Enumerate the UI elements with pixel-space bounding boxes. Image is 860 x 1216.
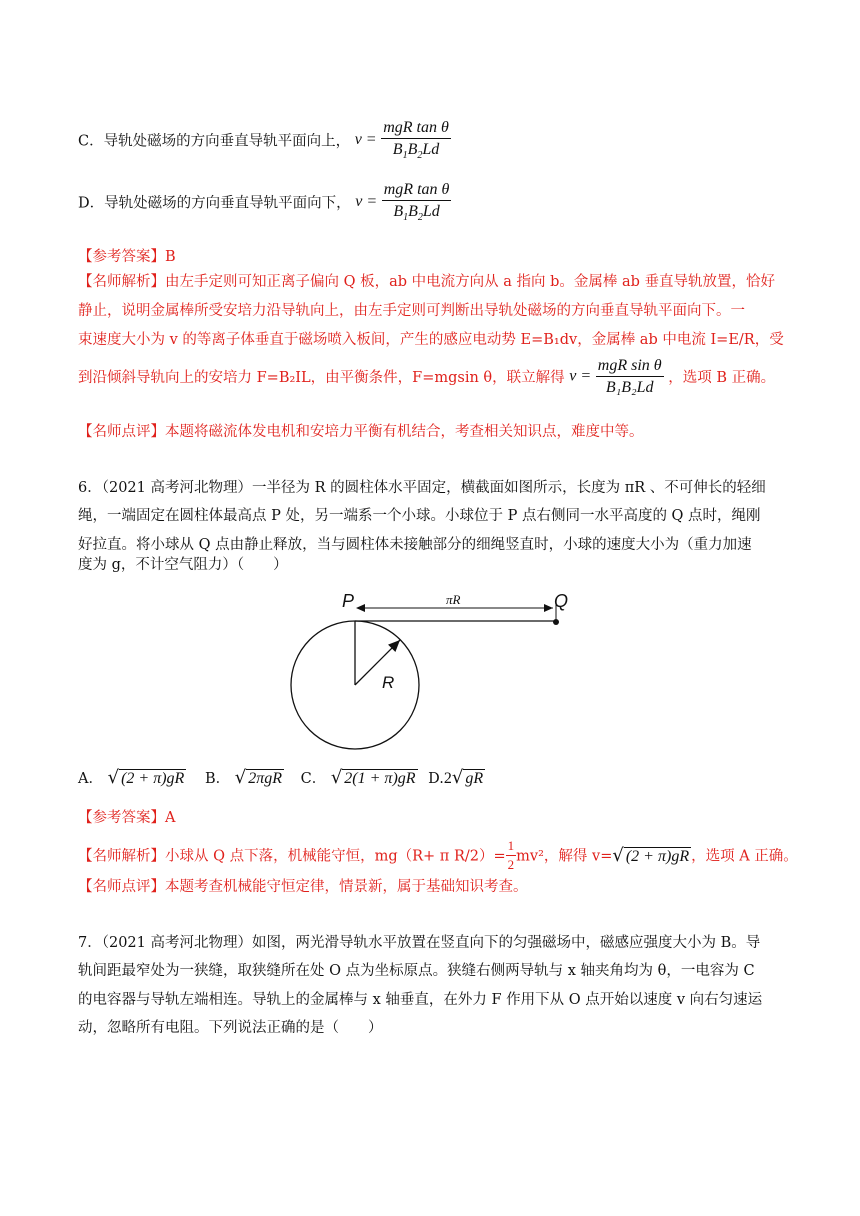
option-c-fraction (381, 118, 451, 162)
q6-analysis: 【名师解析】小球从 Q 点下落，机械能守恒，mg（R+ π R/2）= $\frac{1}{2}$ mv²，解得 v=√ (2 + π)gR ，选项 A 正确。 (78, 838, 798, 872)
label-p: P (342, 591, 355, 611)
option-d-denominator: $B_1B_2Ld$ (393, 203, 440, 224)
q6-option-b-expr: 2πgR (248, 770, 282, 787)
q7-stem-line-3: 的电容器与导轨左端相连。导轨上的金属棒与 x 轴垂直，在外力 F 作用下从 O 点开始以速度 v 向右匀速运 (78, 992, 763, 1008)
q5-analysis-line-1: 【名师解析】由左手定则可知正离子偏向 Q 板，ab 中电流方向从 a 指向 b。金属棒 ab 垂直导轨放置，恰好 (78, 274, 776, 290)
q7-stem-line-2: 轨间距最窄处为一狭缝，取狭缝所在处 O 点为坐标原点。狭缝右侧两导轨与 x 轴夹角均为 θ，一电容为 C (78, 963, 755, 979)
label-r: R (382, 673, 395, 692)
option-d-numerator: mgR tan θ (382, 180, 452, 201)
q5-analysis-line-2: 静止，说明金属棒所受安培力沿导轨向上，由左手定则可判断出导轨处磁场的方向垂直导轨平面向下。一 (78, 303, 745, 319)
q5-analysis-line-4 (78, 356, 775, 397)
q6-options (78, 767, 485, 788)
q6-option-d-expr: gR (465, 770, 484, 787)
option-c-label: C．导轨处磁场的方向垂直导轨平面向上， (78, 133, 351, 150)
q6-option-c: C． √ 2(1 + π)gR (300, 767, 416, 788)
q6-analysis-expr: (2 + π)gR (625, 847, 690, 865)
q5-result-numerator: mgR sin θ (596, 356, 664, 377)
q5-analysis-line-3: 束速度大小为 v 的等离子体垂直于磁场喷入板间，产生的感应电动势 E=B₁dv，金属棒 ab 中电流 I=E/R，受 (78, 332, 784, 348)
option-d-label: D．导轨处磁场的方向垂直导轨平面向下， (78, 195, 351, 212)
q5-result-denominator: B₁B₂Ld (605, 379, 654, 397)
q5-result-fraction (596, 356, 664, 397)
option-d-lhs: v = (355, 193, 378, 211)
q6-stem-line-4: 度为 g，不计空气阻力）（ ） (78, 557, 288, 573)
label-pi-r: πR (446, 592, 461, 607)
ball-q (553, 619, 559, 625)
q6-half-fraction: $\frac{1}{2}$ (507, 838, 515, 872)
q6-stem-line-3: 好拉直。将小球从 Q 点由静止释放，当与圆柱体未接触部分的细绳竖直时，小球的速度大小为（重力加速 (78, 537, 752, 553)
q7-stem-line-4: 动，忽略所有电阻。下列说法正确的是（ ） (78, 1020, 383, 1036)
option-d-fraction (382, 180, 452, 224)
q7-stem-line-1: 7．（2021 高考河北物理）如图，两光滑导轨水平放置在竖直向下的匀强磁场中，磁感应强度大小为 B。导 (78, 935, 761, 951)
q6-answer: 【参考答案】A (78, 810, 176, 826)
q5-comment: 【名师点评】本题将磁流体发电机和安培力平衡有机结合，考查相关知识点，难度中等。 (78, 424, 644, 440)
q6-option-a: A． √ (2 + π)gR (78, 767, 185, 788)
q6-option-a-expr: (2 + π)gR (121, 770, 185, 787)
q6-option-b: B． √ 2πgR (204, 767, 282, 788)
option-d (78, 180, 451, 224)
q5-result-lhs: v = (569, 367, 592, 385)
q5-answer: 【参考答案】B (78, 249, 176, 265)
q5-analysis-end: ，选项 B 正确。 (668, 370, 776, 387)
q6-stem-line-1: 6．（2021 高考河北物理）一半径为 R 的圆柱体水平固定，横截面如图所示，长度为 πR 、不可伸长的轻细 (78, 480, 766, 496)
option-c-denominator: $B_1B_2Ld$ (392, 141, 440, 162)
q6-option-d: D.2√ gR (428, 767, 484, 788)
option-c (78, 118, 451, 162)
q6-option-c-expr: 2(1 + π)gR (344, 770, 416, 787)
q6-stem-line-2: 绳，一端固定在圆柱体最高点 P 处，另一端系一个小球。小球位于 P 点右侧同一水平高度的 Q 点时，绳刚 (78, 508, 761, 524)
option-c-lhs: v = (354, 131, 377, 149)
q6-comment: 【名师点评】本题考查机械能守恒定律，情景新，属于基础知识考查。 (78, 879, 528, 895)
q5-analysis-text: 到沿倾斜导轨向上的安培力 F=B₂IL，由平衡条件，F=mgsin θ，联立解得 (78, 370, 565, 387)
q6-figure (0, 585, 860, 755)
option-c-numerator: mgR tan θ (381, 118, 451, 139)
label-q: Q (554, 591, 569, 611)
